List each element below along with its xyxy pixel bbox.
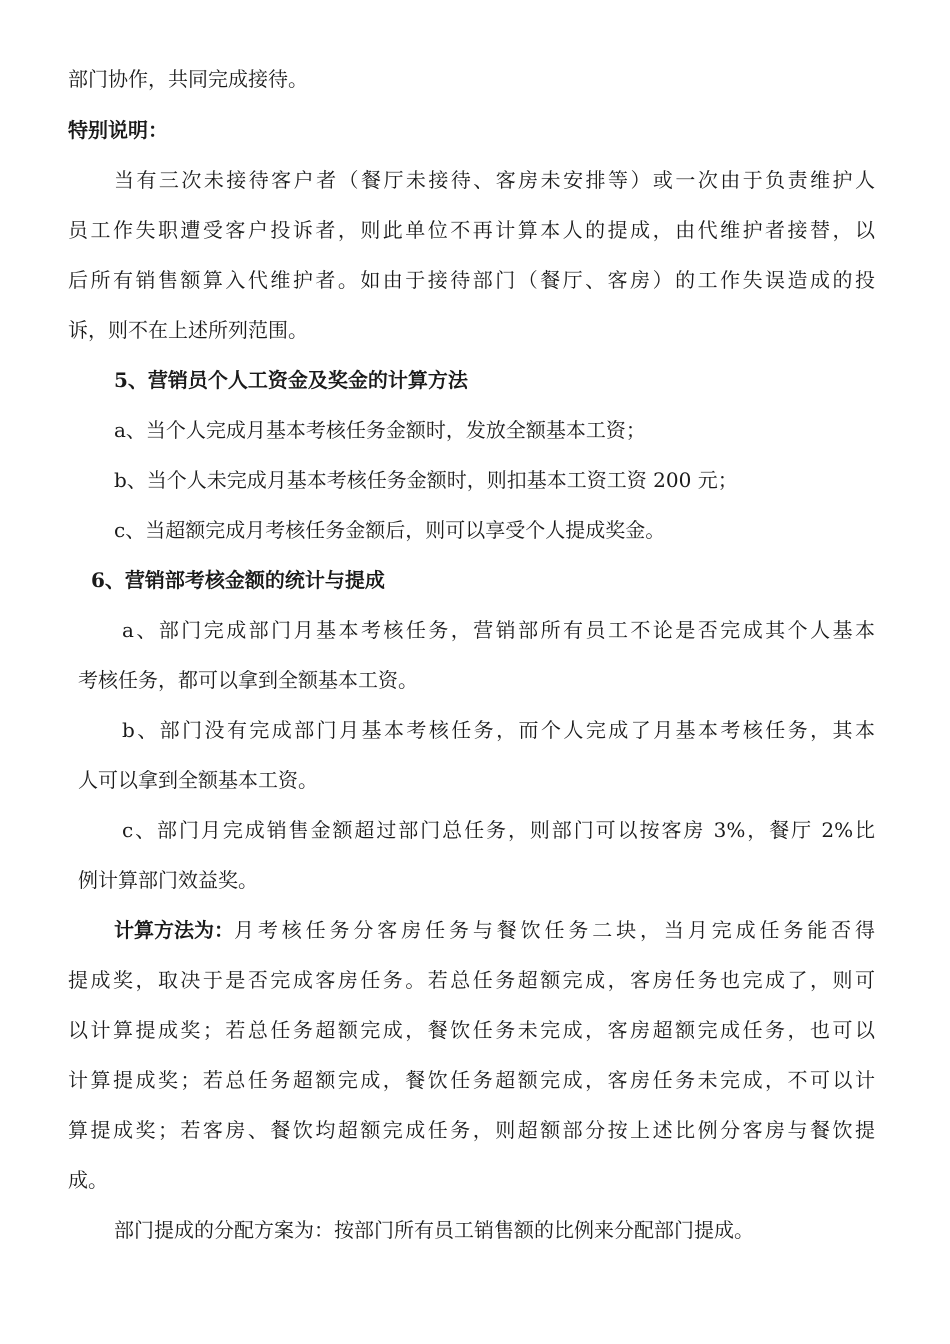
section-6-item-b-line2: 人可以拿到全额基本工资。 <box>78 768 318 792</box>
special-note-heading: 特别说明： <box>68 118 168 142</box>
section-6-item-c-line1: c、部门月完成销售金额超过部门总任务，则部门可以按客房 3%，餐厅 2%比 <box>122 818 875 842</box>
section-6-item-a-line2: 考核任务，都可以拿到全额基本工资。 <box>78 668 418 692</box>
calc-method-line: 以计算提成奖；若总任务超额完成，餐饮任务未完成，客房超额完成任务，也可以 <box>68 1018 875 1042</box>
calc-method-line: 提成奖，取决于是否完成客房任务。若总任务超额完成，客房任务也完成了，则可 <box>68 968 875 992</box>
calc-method-line: 算提成奖；若客房、餐饮均超额完成任务，则超额部分按上述比例分客房与餐饮提 <box>68 1118 875 1142</box>
special-note-line: 当有三次未接待客户者（餐厅未接待、客房未安排等）或一次由于负责维护人 <box>114 168 875 192</box>
special-note-line: 员工作失职遭受客户投诉者，则此单位不再计算本人的提成，由代维护者接替，以 <box>68 218 875 242</box>
special-note-line: 后所有销售额算入代维护者。如由于接待部门（餐厅、客房）的工作失误造成的投 <box>68 268 875 292</box>
intro-line: 部门协作，共同完成接待。 <box>68 67 308 91</box>
calc-method-first-line <box>114 917 875 943</box>
calc-method-text: 月考核任务分客房任务与餐饮任务二块，当月完成任务能否得 <box>234 918 875 942</box>
calc-method-line: 计算提成奖；若总任务超额完成，餐饮任务超额完成，客房任务未完成，不可以计 <box>68 1068 875 1092</box>
section-5-item-a: a、当个人完成月基本考核任务金额时，发放全额基本工资； <box>114 418 646 442</box>
calc-method-label: 计算方法为： <box>114 918 234 942</box>
section-6-item-c-line2: 例计算部门效益奖。 <box>78 868 258 892</box>
section-6-item-b-line1: b、部门没有完成部门月基本考核任务，而个人完成了月基本考核任务，其本 <box>122 718 875 742</box>
section-6-heading: 6、营销部考核金额的统计与提成 <box>91 568 385 592</box>
calc-method-line: 成。 <box>68 1168 108 1192</box>
distribution-line: 部门提成的分配方案为：按部门所有员工销售额的比例来分配部门提成。 <box>114 1218 754 1242</box>
section-6-item-a-line1: a、部门完成部门月基本考核任务，营销部所有员工不论是否完成其个人基本 <box>122 618 875 642</box>
section-5-heading: 5、营销员个人工资金及奖金的计算方法 <box>114 368 468 392</box>
section-5-item-c: c、当超额完成月考核任务金额后，则可以享受个人提成奖金。 <box>114 518 666 542</box>
section-5-item-b: b、当个人未完成月基本考核任务金额时，则扣基本工资工资 200 元； <box>114 468 738 492</box>
special-note-line: 诉，则不在上述所列范围。 <box>68 318 308 342</box>
